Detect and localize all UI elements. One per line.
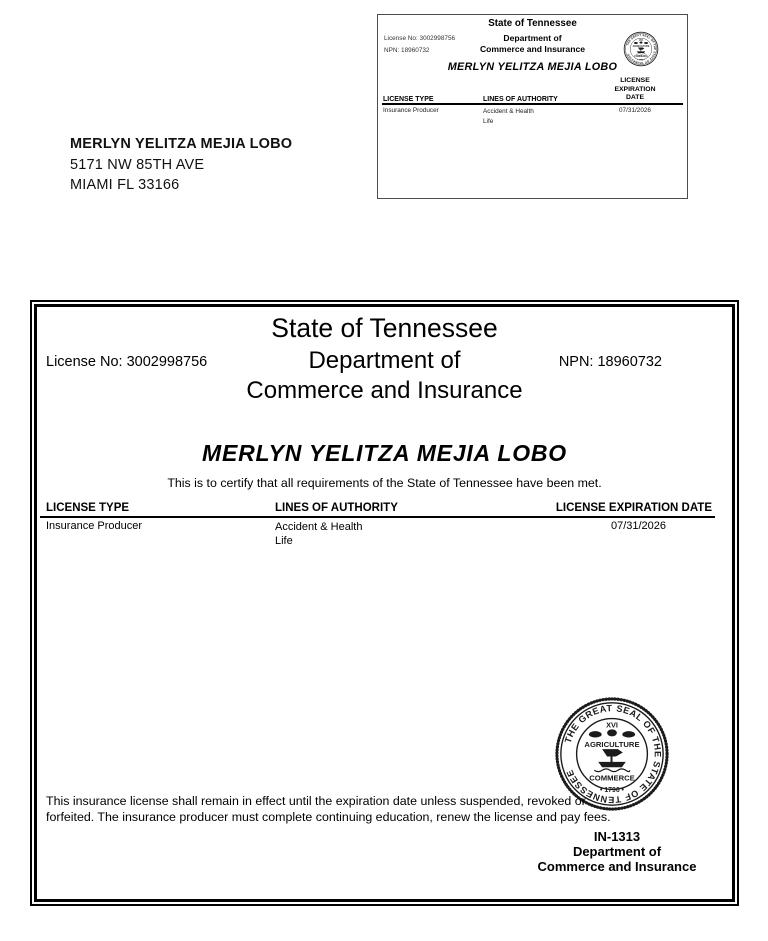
certificate-license-type-header: LICENSE TYPE [46, 502, 130, 514]
certificate-license-type-value: Insurance Producer [46, 520, 142, 532]
certificate-footer-line2: forfeited. The insurance producer must complete continuing education, renew the license and pay fees. [46, 809, 611, 824]
card-license-type-value: Insurance Producer [383, 107, 439, 114]
certificate-npn: NPN: 18960732 [558, 354, 662, 370]
certificate-expiration-header: LICENSE EXPIRATION DATE [555, 502, 712, 514]
certificate-lines-of-authority-value: Accident & Health Life [275, 521, 363, 547]
seal-numeral: XVI [606, 720, 618, 730]
certificate-form-dept-line2: Commerce and Insurance [537, 859, 697, 874]
seal-ring-text: THE GREAT SEAL OF THE STATE OF TENNESSEE [562, 703, 663, 805]
certificate-form-dept-line1: Department of [572, 844, 662, 859]
seal-commerce-label: COMMERCE [589, 773, 635, 783]
card-department-line2: Commerce and Insurance [479, 44, 586, 54]
certificate-expiration-date-value: 07/31/2026 [610, 520, 667, 532]
certificate-department-title [37, 346, 732, 406]
certificate-lines-of-authority-header: LINES OF AUTHORITY [275, 502, 398, 514]
seal-ring-text: THE GREAT SEAL OF THE STATE OF TENNESSEE [625, 32, 658, 66]
certificate-certify-text: This is to certify that all requirements of the State of Tennessee have been met. [167, 476, 602, 490]
certificate-footer-line1: This insurance license shall remain in effect until the expiration date unless suspended, revoked or [46, 794, 586, 808]
seal-imagery [589, 729, 635, 771]
card-lines-of-authority-header: LINES OF AUTHORITY [483, 96, 558, 103]
card-npn: NPN: 18960732 [384, 47, 430, 54]
seal-year: • 1796 • [600, 786, 624, 794]
certificate-footer-text [46, 794, 611, 825]
seal-commerce-label: COMMERCE [634, 56, 648, 59]
certificate-license-number: License No: 3002998756 [46, 354, 208, 370]
wallet-license-card [377, 14, 688, 199]
card-lines-of-authority-value: Accident & Health Life [483, 108, 534, 125]
mailing-address-name: MERLYN YELITZA MEJIA LOBO [70, 136, 293, 152]
card-header-rule [382, 103, 683, 105]
mailing-address-street: 5171 NW 85TH AVE [70, 156, 205, 173]
seal-numeral: XVI [639, 39, 643, 42]
certificate-form-number: IN-1313 [593, 829, 641, 844]
card-expiration-header: LICENSE EXPIRATION DATE [614, 77, 656, 102]
certificate-department-line2: Commerce and Insurance [246, 377, 523, 404]
card-department-line1: Department of [503, 33, 562, 43]
certificate-inner-frame [34, 304, 735, 902]
certificate-form-block [507, 829, 727, 874]
card-state-title: State of Tennessee [488, 18, 577, 29]
certificate-state-title: State of Tennessee [271, 313, 498, 343]
seal-imagery [634, 41, 648, 54]
card-license-type-header: LICENSE TYPE [383, 96, 434, 103]
certificate-department-line1: Department of [308, 347, 461, 374]
seal-year: • 1796 • [637, 59, 645, 62]
mailing-address-block [70, 134, 292, 196]
card-holder-name: MERLYN YELITZA MEJIA LOBO [447, 61, 618, 73]
seal-agriculture-label: AGRICULTURE [584, 740, 640, 750]
certificate-holder-name: MERLYN YELITZA MEJIA LOBO [201, 440, 567, 466]
mailing-address-city: MIAMI FL 33166 [70, 177, 180, 193]
license-certificate [30, 300, 739, 906]
seal-agriculture-label: AGRICULTURE [632, 45, 650, 48]
certificate-header-rule [40, 516, 715, 518]
card-expiration-date-value: 07/31/2026 [619, 107, 651, 114]
card-license-number: License No: 3002998756 [384, 35, 456, 42]
